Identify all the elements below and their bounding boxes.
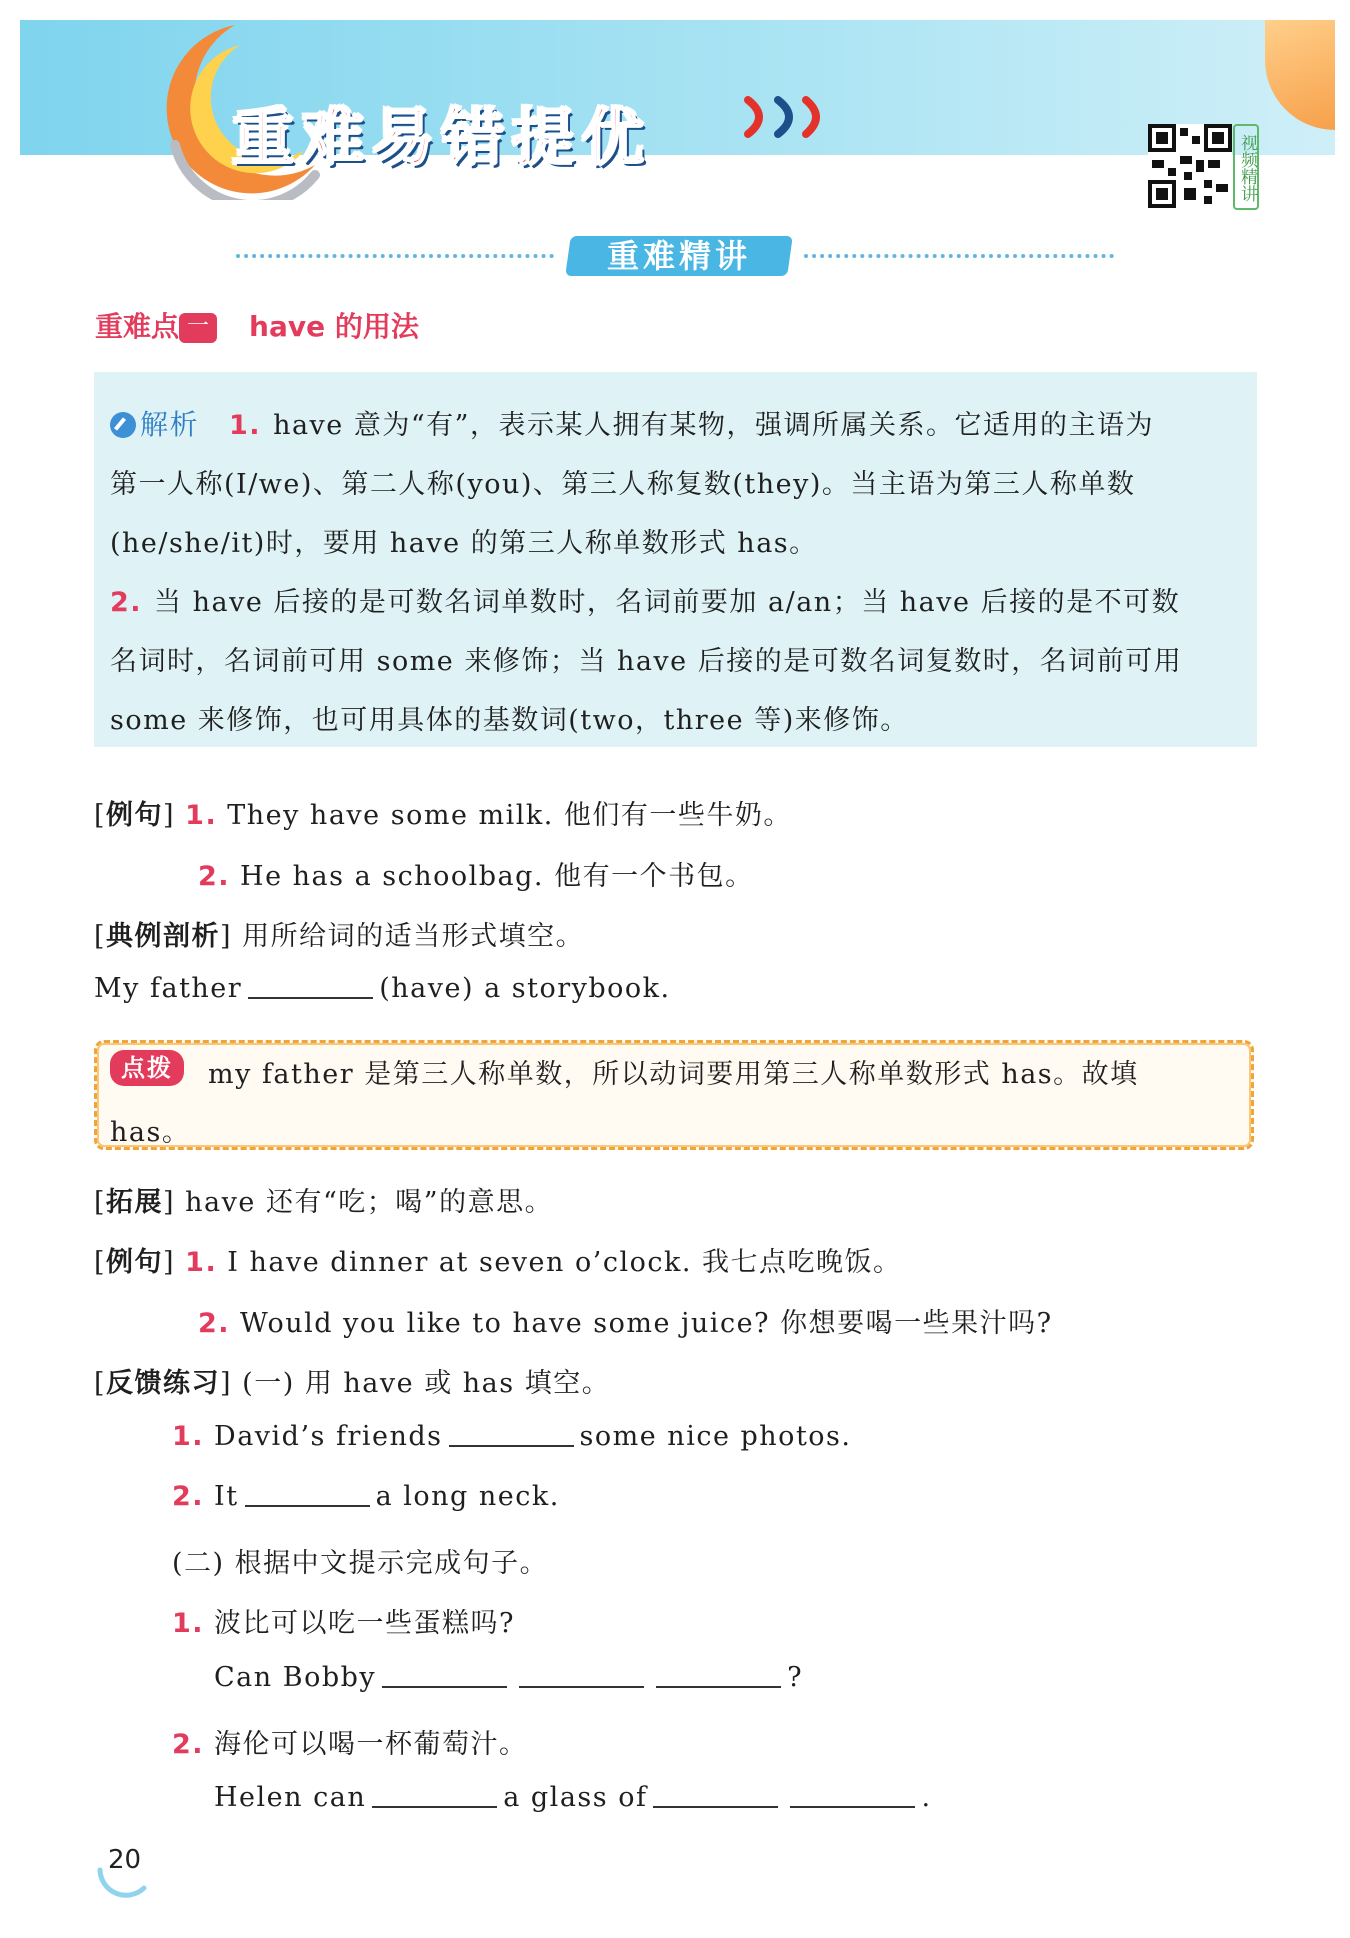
practice-part-1: (一) 用 have 或 has 填空。 xyxy=(242,1368,611,1399)
practice-q3-end: ? xyxy=(787,1662,804,1693)
practice-q3-en xyxy=(214,1662,803,1693)
example-sentence-3: I have dinner at seven o’clock. 我七点吃晚饭。 xyxy=(227,1247,902,1278)
example-tag-2: 例句 xyxy=(106,1247,164,1278)
example-num-2: 2. xyxy=(198,861,231,892)
example-2-line xyxy=(198,854,754,893)
banner-orange-shape xyxy=(1265,20,1335,130)
practice-q1-post: some nice photos. xyxy=(579,1421,852,1452)
practice-q4-num: 2. xyxy=(172,1729,205,1760)
practice-q2-pre: It xyxy=(214,1481,239,1512)
extend-tag: 拓展 xyxy=(106,1187,164,1218)
practice-q3-cn xyxy=(172,1601,515,1640)
section-heading xyxy=(236,236,1116,276)
practice-part-2: (二) 根据中文提示完成句子。 xyxy=(172,1548,549,1579)
keypoint-number: 一 xyxy=(179,313,217,343)
practice-q4-en xyxy=(214,1782,932,1813)
example-tag: 例句 xyxy=(106,800,164,831)
answer-blank[interactable] xyxy=(653,1805,778,1808)
page-number: 20 xyxy=(108,1845,142,1875)
typical-question-post: (have) a storybook. xyxy=(379,973,671,1004)
practice-q3-english: Can Bobby xyxy=(214,1662,377,1693)
practice-heading: [反馈练习] (一) 用 have 或 has 填空。 xyxy=(94,1368,611,1399)
keypoint-label: 重难点 xyxy=(95,310,180,343)
practice-q2 xyxy=(172,1481,560,1512)
example-num-4: 2. xyxy=(198,1308,231,1339)
analysis-text-4: 当 have 后接的是可数名词单数时，名词前要加 a/an；当 have 后接的是不可数 xyxy=(154,587,1181,618)
answer-blank[interactable] xyxy=(372,1805,497,1808)
practice-tag: 反馈练习 xyxy=(106,1368,221,1399)
typical-question-pre: My father xyxy=(94,973,243,1004)
practice-q4-end: . xyxy=(921,1782,932,1813)
answer-blank[interactable] xyxy=(248,996,373,999)
typical-question xyxy=(94,973,671,1004)
keypoint-title: have 的用法 xyxy=(249,310,419,343)
tip-badge: 点拨 xyxy=(110,1050,184,1086)
analysis-line-1 xyxy=(110,403,1154,443)
typical-instruction: 用所给词的适当形式填空。 xyxy=(242,921,585,952)
section-title: 重难精讲 xyxy=(606,237,751,275)
example-sentence-1: They have some milk. 他们有一些牛奶。 xyxy=(227,800,792,831)
analysis-line-6: some 来修饰，也可用具体的基数词(two，three 等)来修饰。 xyxy=(110,705,909,736)
example-1-line: [例句] 1. They have some milk. 他们有一些牛奶。 xyxy=(94,800,792,831)
practice-q3-num: 1. xyxy=(172,1608,205,1639)
keypoint-heading xyxy=(95,305,419,345)
practice-q4-chinese: 海伦可以喝一杯葡萄汁。 xyxy=(214,1729,528,1760)
practice-q1-pre: David’s friends xyxy=(214,1421,443,1452)
answer-blank[interactable] xyxy=(382,1685,507,1688)
answer-blank[interactable] xyxy=(656,1685,781,1688)
analysis-text-1: have 意为“有”，表示某人拥有某物，强调所属关系。它适用的主语为 xyxy=(273,410,1154,441)
practice-q2-num: 2. xyxy=(172,1481,205,1512)
pencil-icon xyxy=(110,412,136,438)
practice-q4-pre: Helen can xyxy=(214,1782,367,1813)
example-num-3: 1. xyxy=(185,1247,218,1278)
practice-q4-mid: a glass of xyxy=(503,1782,648,1813)
practice-q3-chinese: 波比可以吃一些蛋糕吗? xyxy=(214,1608,516,1639)
example-3-line: [例句] 1. I have dinner at seven o’clock. 我七点吃晚饭。 xyxy=(94,1247,902,1278)
analysis-line-4 xyxy=(110,580,1180,619)
extend-text: have 还有“吃；喝”的意思。 xyxy=(185,1187,554,1218)
answer-blank[interactable] xyxy=(245,1504,370,1507)
practice-q1-num: 1. xyxy=(172,1421,205,1452)
example-num-1: 1. xyxy=(185,800,218,831)
analysis-line-2: 第一人称(I/we)、第二人称(you)、第三人称复数(they)。当主语为第三人称单数 xyxy=(110,469,1136,500)
answer-blank[interactable] xyxy=(449,1444,574,1447)
analysis-line-5: 名词时，名词前可用 some 来修饰；当 have 后接的是可数名词复数时，名词前可用 xyxy=(110,646,1183,677)
typical-tag: 典例剖析 xyxy=(106,921,221,952)
example-sentence-2: He has a schoolbag. 他有一个书包。 xyxy=(240,861,754,892)
answer-blank[interactable] xyxy=(519,1685,644,1688)
extend-line: [拓展] have 还有“吃；喝”的意思。 xyxy=(94,1187,554,1218)
tip-line-1: my father 是第三人称单数，所以动词要用第三人称单数形式 has。故填 xyxy=(208,1059,1139,1090)
practice-q2-post: a long neck. xyxy=(375,1481,560,1512)
analysis-num-2: 2. xyxy=(110,587,143,618)
example-4-line xyxy=(198,1301,1053,1340)
tip-line-2: has。 xyxy=(110,1117,191,1148)
dotted-divider-right xyxy=(804,254,1114,258)
practice-q4-cn xyxy=(172,1722,528,1761)
banner-title: 重难易错提优 xyxy=(232,101,653,174)
qr-label: 视频精讲 xyxy=(1233,124,1259,210)
analysis-line-3: (he/she/it)时，要用 have 的第三人称单数形式 has。 xyxy=(110,528,818,559)
practice-q1 xyxy=(172,1421,852,1452)
answer-blank[interactable] xyxy=(790,1805,915,1808)
typical-example-line: [典例剖析] 用所给词的适当形式填空。 xyxy=(94,921,585,952)
double-chevron-icon xyxy=(740,92,830,142)
qr-code-icon[interactable] xyxy=(1148,124,1232,208)
dotted-divider-left xyxy=(236,254,554,258)
analysis-label: 解析 xyxy=(140,408,200,441)
analysis-num-1: 1. xyxy=(229,410,262,441)
example-sentence-4: Would you like to have some juice? 你想要喝一些果汁吗? xyxy=(240,1308,1053,1339)
